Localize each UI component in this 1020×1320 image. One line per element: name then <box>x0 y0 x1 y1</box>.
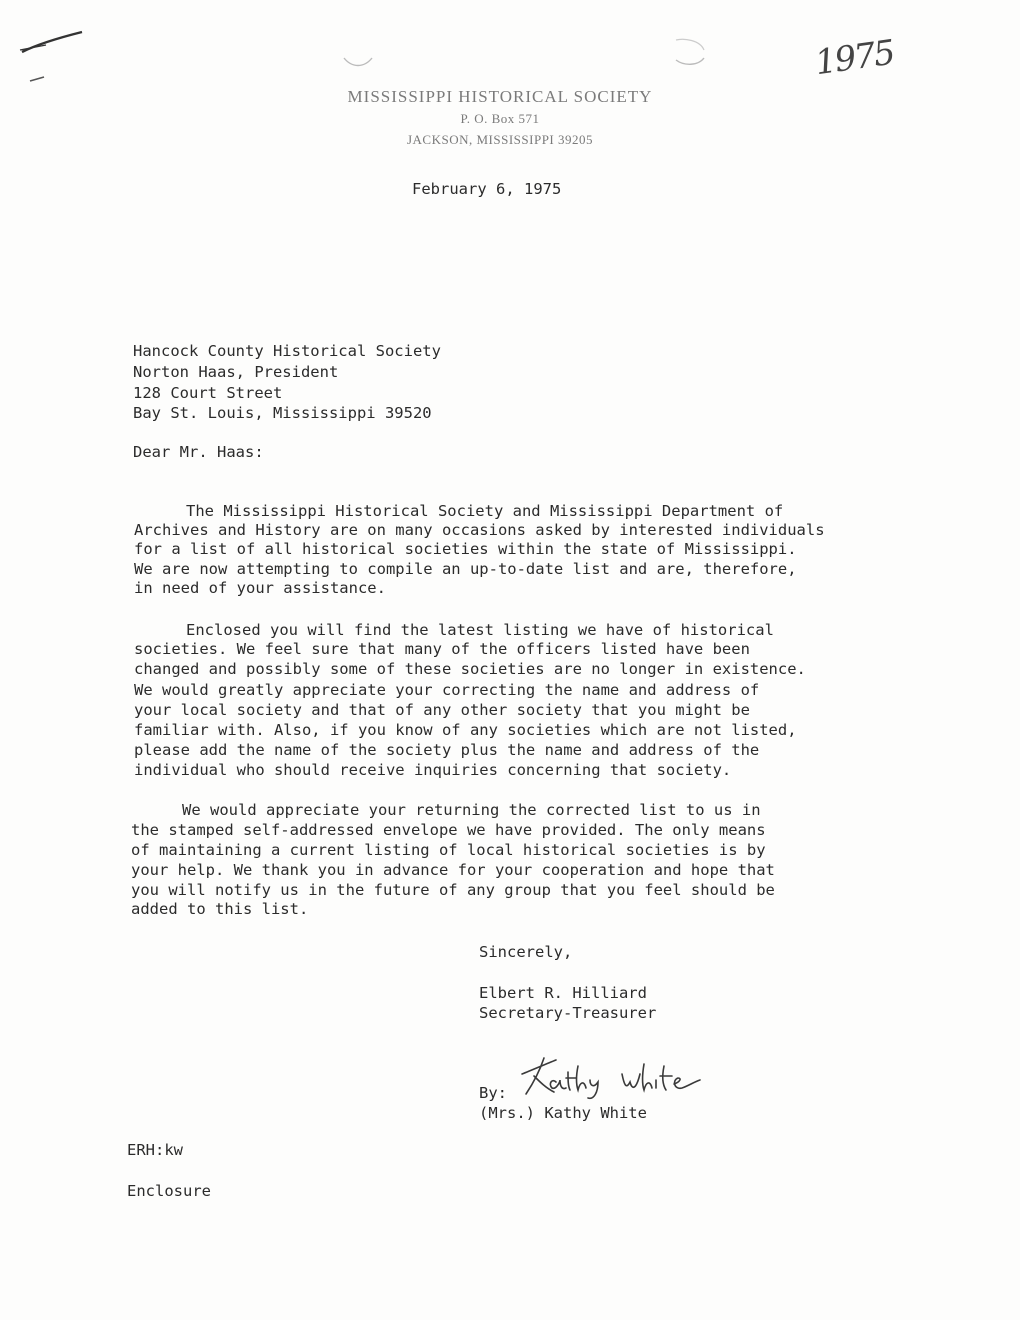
signer-name: Elbert R. Hilliard <box>479 984 647 1002</box>
handwritten-signature <box>516 1052 716 1102</box>
agent-name: (Mrs.) Kathy White <box>479 1104 647 1122</box>
paragraph-line: your local society and that of any other society that you might be <box>134 701 750 719</box>
recipient-line: Norton Haas, President <box>133 363 339 381</box>
signer-title: Secretary-Treasurer <box>479 1004 657 1022</box>
paragraph-line: societies. We feel sure that many of the officers listed have been <box>134 640 750 658</box>
paragraph-line: please add the name of the society plus the name and address of the <box>134 741 760 759</box>
paragraph-line: individual who should receive inquiries concerning that society. <box>134 761 732 779</box>
letterhead-city: JACKSON, MISSISSIPPI 39205 <box>406 132 594 147</box>
salutation: Dear Mr. Haas: <box>133 443 264 461</box>
paragraph-line: added to this list. <box>131 900 309 918</box>
paragraph-line: We would appreciate your returning the corrected list to us in <box>182 801 761 819</box>
valediction: Sincerely, <box>479 943 573 961</box>
by-label: By: <box>479 1084 507 1102</box>
recipient-line: Hancock County Historical Society <box>133 342 441 360</box>
paragraph-line: We would greatly appreciate your correcting the name and address of <box>134 681 760 699</box>
paragraph-line: changed and possibly some of these societies are no longer in existence. <box>134 660 806 678</box>
letterhead-po-box: P. O. Box 571 <box>460 111 540 126</box>
paragraph-line: your help. We thank you in advance for your cooperation and hope that <box>131 861 775 879</box>
paragraph-line: Enclosed you will find the latest listing we have of historical <box>186 621 774 639</box>
handwritten-year: 1975 <box>812 32 896 84</box>
pen-scratch-mark <box>18 28 88 58</box>
paragraph-line: for a list of all historical societies within the state of Mississippi. <box>134 540 797 558</box>
paragraph-line: of maintaining a current listing of local historical societies is by <box>131 841 766 859</box>
paragraph-line: familiar with. Also, if you know of any societies which are not listed, <box>134 721 797 739</box>
reference-initials: ERH:kw <box>127 1141 183 1159</box>
recipient-line: Bay St. Louis, Mississippi 39520 <box>133 404 432 422</box>
pen-dash-mark <box>28 74 48 84</box>
letterhead-name: MISSISSIPPI HISTORICAL SOCIETY <box>347 87 653 106</box>
punch-mark-right <box>670 36 710 70</box>
paragraph-line: in need of your assistance. <box>134 579 386 597</box>
letter-date: February 6, 1975 <box>412 180 562 198</box>
recipient-line: 128 Court Street <box>133 384 283 402</box>
paragraph-line: The Mississippi Historical Society and Mississippi Department of <box>186 502 784 520</box>
paragraph-line: the stamped self-addressed envelope we have provided. The only means <box>131 821 766 839</box>
paragraph-line: you will notify us in the future of any group that you feel should be <box>131 881 775 899</box>
paragraph-line: We are now attempting to compile an up-to-date list and are, therefore, <box>134 560 797 578</box>
punch-mark-left <box>340 52 376 72</box>
paragraph-line: Archives and History are on many occasions asked by interested individuals <box>134 521 825 539</box>
enclosure-notation: Enclosure <box>127 1182 211 1200</box>
